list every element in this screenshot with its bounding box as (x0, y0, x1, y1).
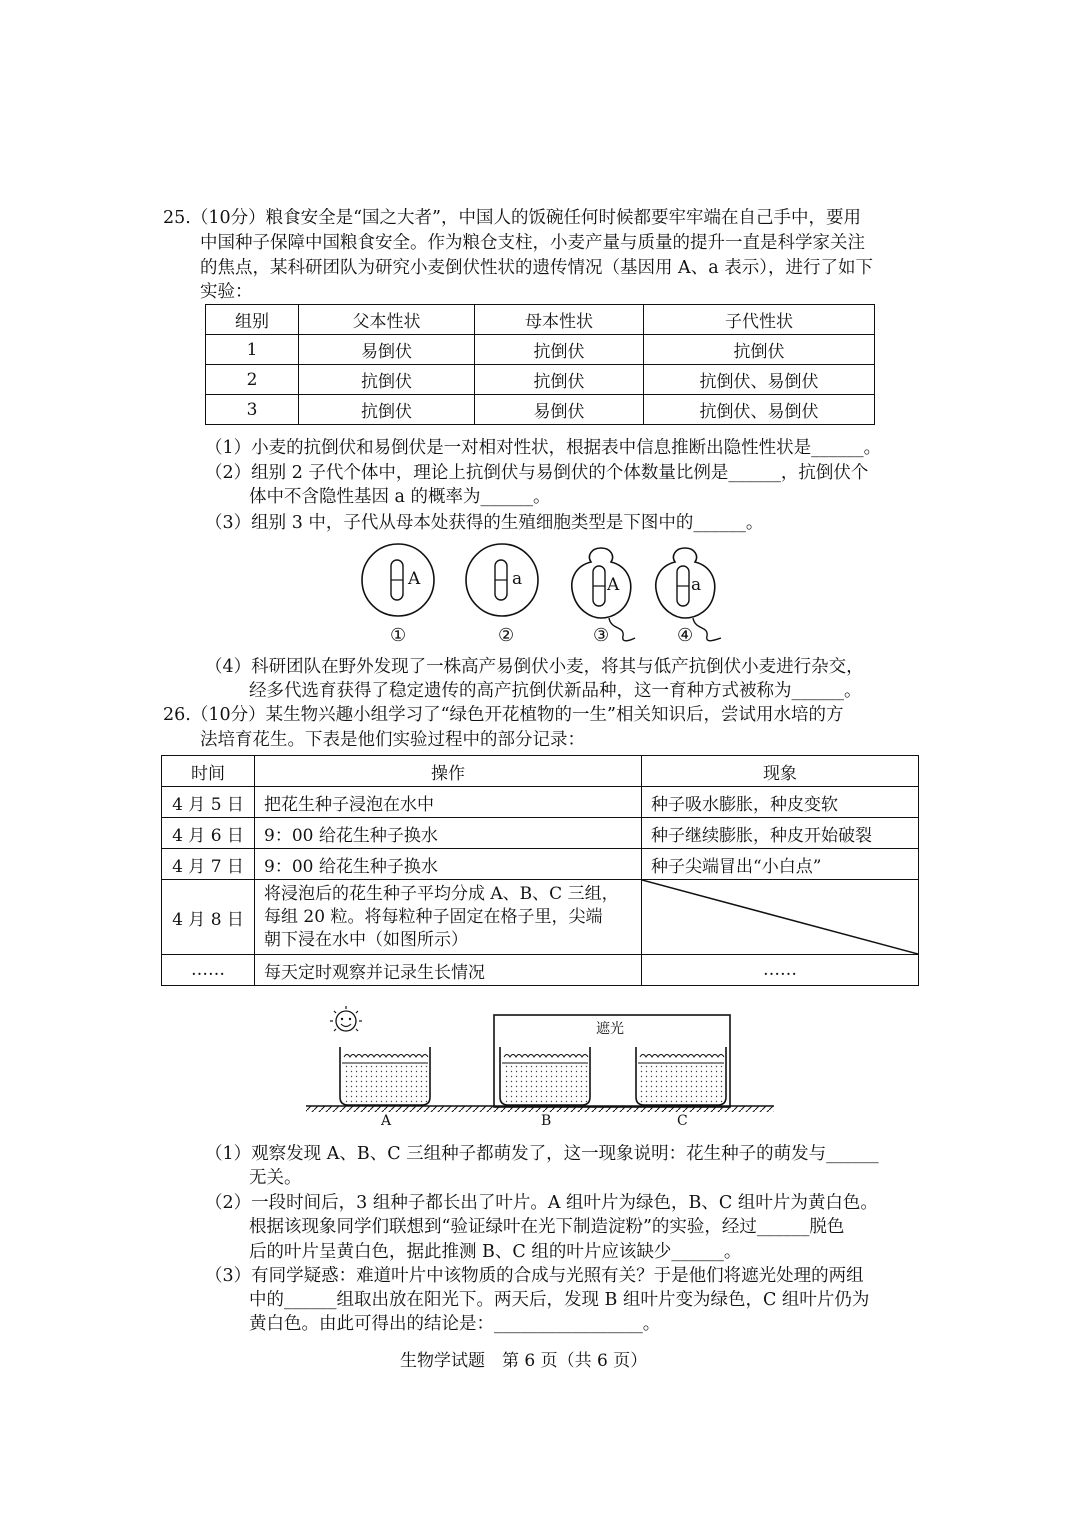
table-cell: 抗倒伏 (299, 365, 475, 395)
page-footer: 生物学试题 第 6 页（共 6 页） (400, 1351, 648, 1371)
q26-line2: 法培育花生。下表是他们实验过程中的部分记录： (200, 730, 585, 750)
table-row (206, 395, 875, 425)
label-b: B (541, 1113, 552, 1129)
diagonal-cell (642, 880, 919, 955)
q25-sub1: （1）小麦的抗倒伏和易倒伏是一对相对性状，根据表中信息推断出隐性性状是______。 (205, 438, 882, 458)
container-c (636, 1047, 726, 1105)
table-cell: …… (162, 955, 255, 986)
label-c: C (677, 1113, 688, 1129)
table-header: 现象 (642, 756, 919, 787)
table-cell: …… (642, 955, 919, 986)
table-cell: 抗倒伏 (475, 335, 644, 365)
table-header: 时间 (162, 756, 255, 787)
table-cell: 每天定时观察并记录生长情况 (255, 955, 642, 986)
table-cell: 9：00 给花生种子换水 (255, 849, 642, 880)
q26-sub3a: （3）有同学疑惑：难道叶片中该物质的合成与光照有关？于是他们将遮光处理的两组 (205, 1266, 864, 1286)
table-row (162, 849, 919, 880)
sun-icon (330, 1006, 362, 1031)
table-cell: 3 (206, 395, 299, 425)
q25-table (205, 304, 875, 425)
table-cell: 抗倒伏 (475, 365, 644, 395)
cell-1-number: ① (390, 625, 407, 646)
q26-sub3c: 黄白色。由此可得出的结论是：_________________。 (249, 1314, 661, 1334)
table-row (162, 955, 919, 986)
cell-3-gene: A (607, 575, 620, 595)
table-cell-multiline (255, 880, 642, 955)
container-a (340, 1047, 430, 1105)
table-cell: 抗倒伏、易倒伏 (644, 395, 875, 425)
q26-table (161, 755, 919, 986)
q25-line3: 的焦点，某科研团队为研究小麦倒伏性状的遗传情况（基因用 A、a 表示），进行了如下 (200, 258, 873, 278)
q26-sub1b: 无关。 (249, 1168, 302, 1188)
table-cell: 抗倒伏 (299, 395, 475, 425)
q25-sub4a: （4）科研团队在野外发现了一株高产易倒伏小麦，将其与低产抗倒伏小麦进行杂交， (205, 657, 864, 677)
q25-line2: 中国种子保障中国粮食安全。作为粮仓支柱，小麦产量与质量的提升一直是科学家关注 (200, 233, 865, 253)
table-cell: 易倒伏 (475, 395, 644, 425)
cell-4-number: ④ (677, 625, 694, 646)
q25-sub2a: （2）组别 2 子代个体中，理论上抗倒伏与易倒伏的个体数量比例是______，抗倒伏个 (205, 463, 869, 483)
table-cell: 抗倒伏 (644, 335, 875, 365)
row4-op-line: 朝下浸在水中（如图所示） (264, 929, 468, 950)
table-row (162, 787, 919, 818)
q26-sub1a: （1）观察发现 A、B、C 三组种子都萌发了，这一现象说明：花生种子的萌发与______ (205, 1144, 879, 1164)
container-b (500, 1047, 590, 1105)
table-cell: 4 月 7 日 (162, 849, 255, 880)
hydroponics-figure (300, 1005, 780, 1133)
cell-3-number: ③ (593, 625, 610, 646)
diagonal-line (642, 880, 918, 954)
cell-4-gene: a (691, 575, 702, 595)
table-cell: 2 (206, 365, 299, 395)
table-cell: 抗倒伏、易倒伏 (644, 365, 875, 395)
table-cell: 把花生种子浸泡在水中 (255, 787, 642, 818)
q26-line1: 26.（10分）某生物兴趣小组学习了“绿色开花植物的一生”相关知识后，尝试用水培的方 (163, 705, 844, 725)
q26-sub2b: 根据该现象同学们联想到“验证绿叶在光下制造淀粉”的实验，经过______脱色 (249, 1217, 845, 1237)
table-cell: 4 月 8 日 (162, 880, 255, 955)
table-cell: 种子继续膨胀，种皮开始破裂 (642, 818, 919, 849)
table-cell: 4 月 6 日 (162, 818, 255, 849)
table-row (206, 335, 875, 365)
cell-2-number: ② (498, 625, 515, 646)
row4-op-line: 将浸泡后的花生种子平均分成 A、B、C 三组， (264, 883, 619, 904)
table-cell: 4 月 5 日 (162, 787, 255, 818)
q26-sub3b: 中的______组取出放在阳光下。两天后，发现 B 组叶片变为绿色，C 组叶片仍为 (249, 1290, 870, 1310)
q25-sub4b: 经多代选育获得了稳定遗传的高产抗倒伏新品种，这一育种方式被称为______。 (249, 681, 862, 701)
cell-2-gene: a (512, 569, 523, 589)
shade-label: 遮光 (596, 1021, 624, 1037)
table-header: 组别 (206, 305, 299, 335)
table-cell: 1 (206, 335, 299, 365)
cell-1-gene: A (408, 569, 421, 589)
table-cell: 种子吸水膨胀，种皮变软 (642, 787, 919, 818)
table-header-row (206, 305, 875, 335)
table-cell: 9：00 给花生种子换水 (255, 818, 642, 849)
table-row (162, 880, 919, 955)
table-cell: 易倒伏 (299, 335, 475, 365)
ground (306, 1106, 774, 1112)
table-cell: 种子尖端冒出“小白点” (642, 849, 919, 880)
table-row (162, 818, 919, 849)
cell-1-sperm-like-icon (362, 544, 434, 616)
table-header: 子代性状 (644, 305, 875, 335)
table-header: 母本性状 (475, 305, 644, 335)
cell-2-icon (466, 544, 538, 616)
q25-line4: 实验： (200, 282, 253, 302)
table-header: 父本性状 (299, 305, 475, 335)
label-a: A (381, 1113, 392, 1129)
q26-sub2c: 后的叶片呈黄白色，据此推测 B、C 组的叶片应该缺少______。 (249, 1242, 742, 1262)
q26-sub2a: （2）一段时间后，3 组种子都长出了叶片。A 组叶片为绿色，B、C 组叶片为黄白色。 (205, 1193, 878, 1213)
table-header: 操作 (255, 756, 642, 787)
q25-sub3: （3）组别 3 中，子代从母本处获得的生殖细胞类型是下图中的______。 (205, 513, 764, 533)
table-row (206, 365, 875, 395)
q25-line1: 25.（10分）粮食安全是“国之大者”，中国人的饭碗任何时候都要牢牢端在自己手中，要用 (163, 208, 861, 228)
q25-sub2b: 体中不含隐性基因 a 的概率为______。 (249, 487, 551, 507)
row4-op-line: 每组 20 粒。将每粒种子固定在格子里，尖端 (264, 906, 603, 927)
table-header-row (162, 756, 919, 787)
